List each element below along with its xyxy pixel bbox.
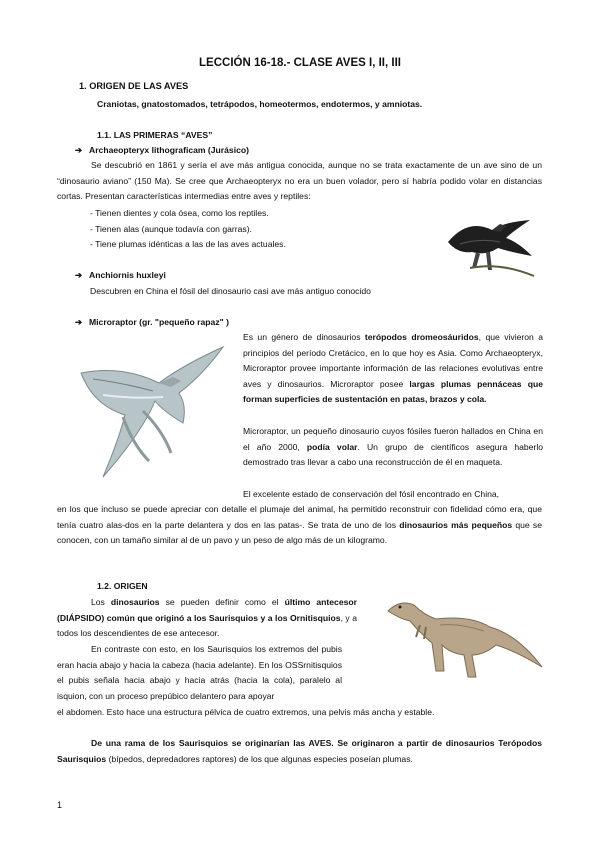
page-number: 1 (57, 800, 63, 810)
origen-paragraph-2-end: el abdomen. Esto hace una estructura pélvica de cuatro extremos, una pelvis más ancha y estable. (57, 707, 435, 717)
origen-paragraph-2: En contraste con esto, en los Saurisquios los extremos del pubis eran hacia abajo y hacia la cabeza (hacia adelante). En los OSSrnitisquios el pubis señala hacia abajo y hacia atrás (hacia la cola), paralelo al isquion, con un proceso prepúbico delantero para apoyar (57, 644, 342, 701)
section-heading-origen-aves: 1. ORIGEN DE LAS AVES (79, 81, 189, 91)
arrow-icon: ➔ (75, 145, 83, 155)
arrow-icon: ➔ (75, 270, 83, 280)
archaeopteryx-image (440, 212, 540, 280)
subsection-heading-primeras-aves: 1.1. LAS PRIMERAS “AVES” (97, 130, 213, 140)
section-subtitle: Craniotas, gnatostomados, tetrápodos, homeotermos, endotermos, y amniotas. (97, 99, 423, 109)
list-item: - Tienen dientes y cola ósea, como los reptiles. (90, 208, 269, 218)
subsection-heading-origen: 1.2. ORIGEN (97, 581, 148, 591)
origen-paragraph-1: Los dinosaurios se pueden definir como el último antecesor (DIÁPSIDO) común que originó a los Saurisquios y a los Ornitisquios, y a todos los descendientes de ese antecesor. (57, 597, 357, 639)
arrow-icon: ➔ (75, 317, 83, 327)
archaeopteryx-paragraph: Se descubrió en 1861 y sería el ave más antigua conocida, aunque no se trata exactamente de un ave sino de un “dinosaurio aviano” (150 Ma). Se cree que Archaeopteryx no era un buen volador, pero sí habría podido volar en distancias cortas. Presentan características intermedias entre aves y reptiles: (57, 160, 542, 202)
microraptor-heading: ➔ Microraptor (gr. "pequeño rapaz" ) (75, 315, 229, 330)
origen-paragraph-3: De una rama de los Saurisquios se originarían las AVES. Se originaron a partir de dinosaurios Terópodos Saurisquios (bípedos, depredadores raptores) de los que algunas especies poseían plumas. (57, 738, 542, 764)
microraptor-image (63, 335, 233, 485)
microraptor-paragraph-1: Es un género de dinosaurios terópodos dromeosáuridos, que vivieron a principios del período Cretácico, en lo que hoy es Asia. Como Archaeopteryx, Microraptor provee importante información de las relaciones evolutivas entre aves y dinosaurios. Microraptor posee largas plumas pennáceas que forman superficies de sustentación en patas, brazos y cola. (243, 332, 544, 405)
anchiornis-paragraph: Descubren en China el fósil del dinosaurio casi ave más antiguo conocido (90, 286, 371, 296)
page-title: LECCIÓN 16-18.- CLASE AVES I, II, III (199, 57, 401, 69)
list-item: - Tienen alas (aunque todavía con garras). (90, 224, 252, 234)
microraptor-paragraph-2: Microraptor, un pequeño dinosaurio cuyos fósiles fueron hallados en China en el año 2000, podía volar. Un grupo de científicos asegura haberlo demostrado tras llevar a cabo una reconstrucción de él en maqueta. (243, 426, 544, 468)
archaeopteryx-heading: ➔ Archaeopteryx lithograficam (Jurásico) (75, 143, 249, 158)
dinosaur-image (380, 585, 545, 685)
microraptor-paragraph-3: El excelente estado de conservación del fósil encontrado en China, (243, 489, 500, 499)
list-item: - Tiene plumas idénticas a las de las aves actuales. (90, 239, 286, 249)
microraptor-paragraph-4: en los que incluso se puede apreciar con detalle el plumaje del animal, ha permitido reconstruir con fidelidad cómo era, que tenía cuatro alas-dos en la parte delantera y dos en las patas-. Se trata de uno de los dinosaurios más pequeños que se conocen, con un tamaño similar al de un pavo y un peso de algo más de un kilogramo. (57, 504, 543, 546)
anchiornis-heading: ➔ Anchiornis huxleyi (75, 268, 166, 283)
